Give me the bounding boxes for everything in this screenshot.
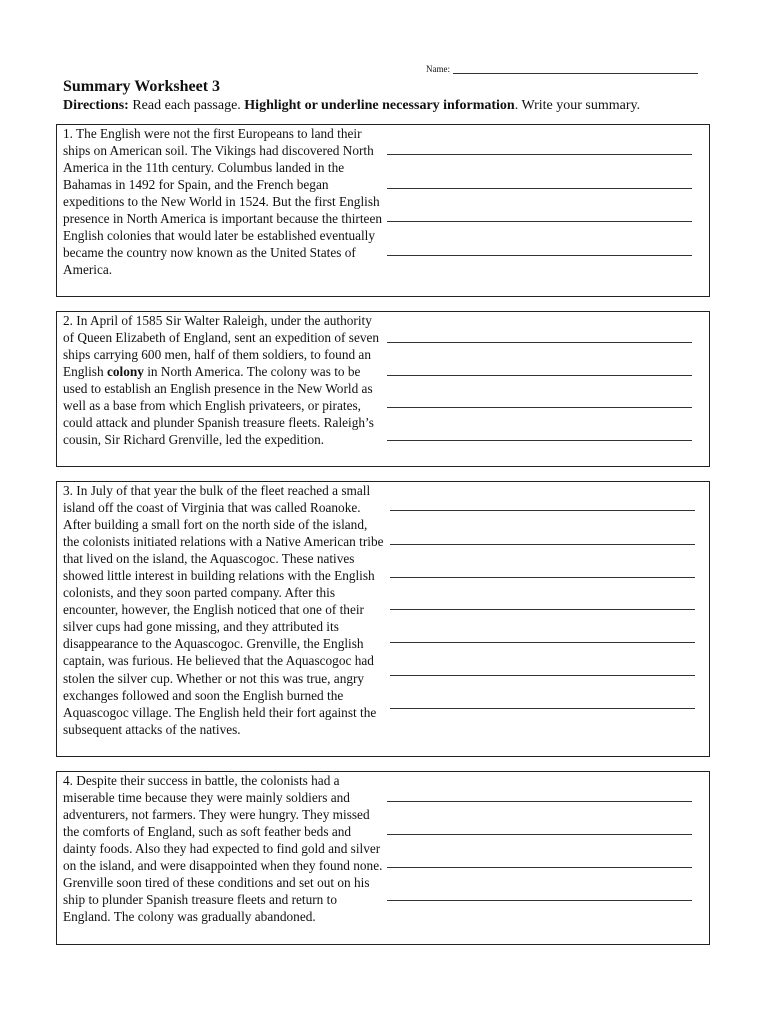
summary-line[interactable] [387,900,692,901]
name-field[interactable] [426,64,698,74]
summary-line[interactable] [387,221,692,222]
summary-line[interactable] [387,407,692,408]
summary-line[interactable] [387,440,692,441]
passage-text-4 [63,772,385,925]
page-title: Summary Worksheet 3 [63,78,221,95]
summary-line[interactable] [387,255,692,256]
passage-3-part-1: 3. In July of that year the bulk of the fleet reached a small island off the coast of Virginia that was called Roanoke. After building a small fort on the north side of the island, the colonists initiated relations with a Native American tribe that lived on the island, the Aquascogoc. These natives showed little interest in building relations with the English colonists, and they soon parted company. After this encounter, however, the English noticed that one of their silver cups had gone missing, and they attributed its disappearance to the Aquascogoc. Grenville, the English captain, was furious. He believed that the Aquascogoc had stolen the silver cup. Whether or not this was true, angry exchanges followed and soon the English burned the Aquascogoc village. The English held their fort against the subsequent attacks of the natives. [63,483,384,737]
directions-label: Directions: [63,98,129,113]
summary-line[interactable] [390,642,695,643]
passage-box-4 [56,771,710,945]
passage-text-2 [63,312,385,448]
summary-line[interactable] [390,708,695,709]
summary-line[interactable] [390,609,695,610]
directions-text-1: Read each passage. [128,98,245,113]
summary-line[interactable] [387,154,692,155]
summary-line[interactable] [390,510,695,511]
passage-text-1 [63,125,385,278]
passage-2-keyword: colony [106,364,144,380]
passage-2-part-3: in North America. The colony was to be used to establish an English presence in the New World as well as a base from which English privateers, or pirates, could attack and plunder Spanish treasure fleets. Raleigh’s cousin, Sir Richard Grenville, led the expedition. [63,364,374,448]
summary-line[interactable] [387,834,692,835]
passage-box-3 [56,481,710,757]
passage-text-3 [63,482,385,738]
summary-line[interactable] [390,675,695,676]
passage-box-2 [56,311,710,467]
passage-2-part-1: 2. In April of 1585 Sir Walter Raleigh, under the authority of Queen Elizabeth of England, sent an expedition of seven ships carrying 600 men, half of them soldiers, to found an English [63,313,380,380]
summary-line[interactable] [387,867,692,868]
summary-line[interactable] [390,544,695,545]
summary-line[interactable] [387,801,692,802]
summary-line[interactable] [387,375,692,376]
summary-line[interactable] [387,342,692,343]
name-label: Name: [426,64,450,74]
passage-1-part-1: 1. The English were not the first Europeans to land their ships on American soil. The Vikings had discovered North America in the 11th century. Columbus landed in the Bahamas in 1492 for Spain, and the French began expeditions to the New World in 1524. But the first English presence in North America is important because the thirteen English colonies that would later be established eventually became the country now known as the United States of America. [63,126,383,278]
directions-text-2: . Write your summary. [514,98,641,113]
passage-4-part-1: 4. Despite their success in battle, the colonists had a miserable time because they were mainly soldiers and adventurers, not farmers. They were hungry. They missed the comforts of England, such as soft feather beds and dainty foods. Also they had expected to find gold and silver on the island, and were disappointed when they found none. Grenville soon tired of these conditions and set out on his ship to plunder Spanish treasure fleets and return to England. The colony was gradually abandoned. [63,773,383,925]
passage-box-1 [56,124,710,297]
summary-line[interactable] [390,577,695,578]
name-underline[interactable] [453,64,698,74]
directions-emphasis: Highlight or underline necessary information [244,98,515,113]
summary-line[interactable] [387,188,692,189]
directions [63,98,640,114]
